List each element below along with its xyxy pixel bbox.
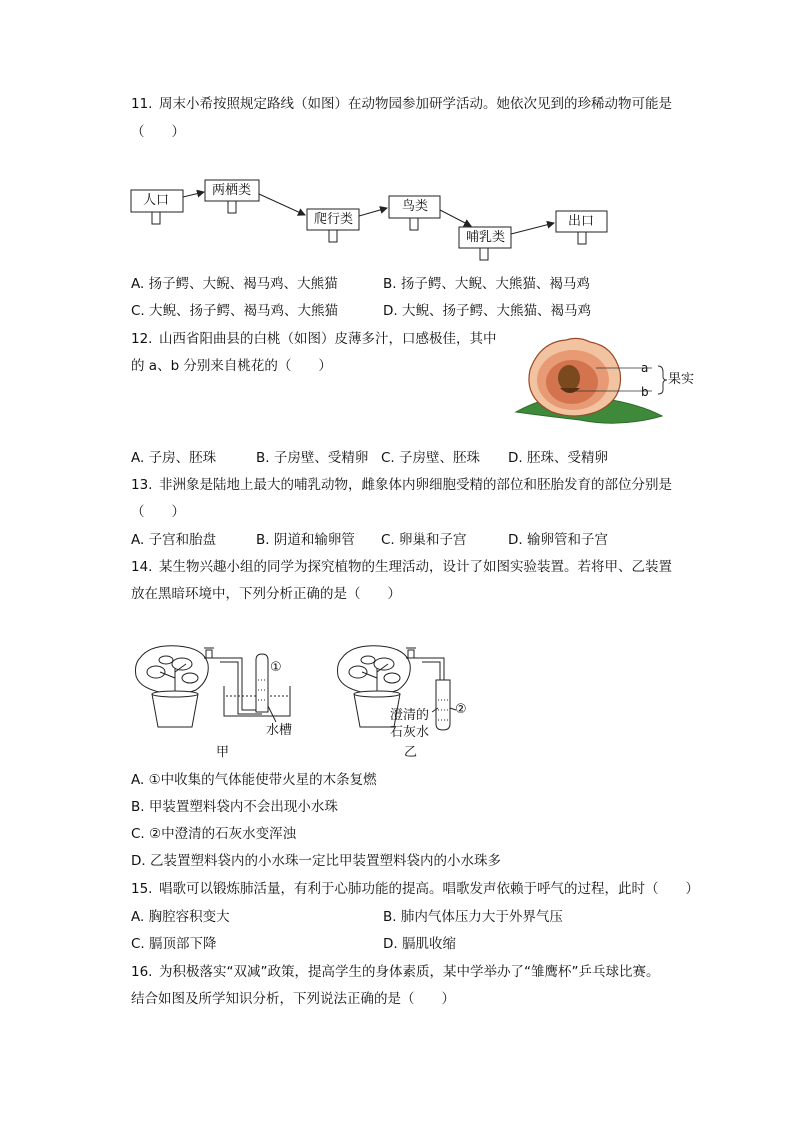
q12-option-c: C. 子房壁、胚珠 [381,450,481,466]
peach-label-b: b [641,385,649,399]
q16-stem [131,962,659,982]
q14-text-line2: 放在黑暗环境中，下列分析正确的是（ ） [131,586,401,602]
q11-blank: （ ） [131,124,185,140]
q14-option-a: A. ①中收集的气体能使带火星的木条复燃 [131,772,377,788]
q15-option-d: D. 膈肌收缩 [383,936,456,952]
peach-label-a: a [641,361,649,375]
q13-option-b: B. 阴道和输卵管 [256,532,355,548]
q14-option-d: D. 乙装置塑料袋内的小水珠一定比甲装置塑料袋内的小水珠多 [131,853,501,869]
route-label-reptiles: 爬行类 [314,212,354,227]
route-label-entrance: 人口 [143,193,170,208]
label-jia: 甲 [216,745,230,760]
q13-option-d: D. 输卵管和子宫 [508,532,608,548]
q12-number: 12. [131,331,153,347]
q13-option-a: A. 子宫和胎盘 [131,532,217,548]
q12-option-d: D. 胚珠、受精卵 [508,450,608,466]
route-label-mammals: 哺乳类 [466,230,506,245]
label-yi: 乙 [404,745,418,760]
q11-option-a: A. 扬子鳄、大鲵、褐马鸡、大熊猫 [131,276,338,292]
peach-label-fruit: 果实 [668,372,695,387]
q11-number: 11. [131,96,153,112]
route-label-birds: 鸟类 [402,199,429,214]
q11-option-b: B. 扬子鳄、大鲵、大熊猫、褐马鸡 [383,276,590,292]
label-limewater-line2: 石灰水 [390,725,430,740]
q12-text-line1: 山西省阳曲县的白桃（如图）皮薄多汁，口感极佳，其中 [159,331,497,347]
q14-option-b: B. 甲装置塑料袋内不会出现小水珠 [131,799,338,815]
label-water-trough: 水槽 [266,723,293,738]
label-circle-2: ② [455,702,467,717]
q11-text: 周末小希按照规定路线（如图）在动物园参加研学活动。她依次见到的珍稀动物可能是 [159,96,672,112]
q13-number: 13. [131,477,153,493]
q12-text-line2: 的 a、b 分别来自桃花的（ ） [131,358,332,374]
q14-option-c: C. ②中澄清的石灰水变浑浊 [131,826,297,842]
apparatus-jia [136,646,291,727]
q15-stem [131,879,699,899]
q13-option-c: C. 卵巢和子宫 [381,532,467,548]
q16-text-line2: 结合如图及所学知识分析，下列说法正确的是（ ） [131,991,455,1007]
q14-number: 14. [131,559,153,575]
route-label-exit: 出口 [568,214,595,229]
q15-number: 15. [131,881,153,897]
q14-text-line1: 某生物兴趣小组的同学为探究植物的生理活动，设计了如图实验装置。若将甲、乙装置 [159,559,672,575]
q15-text: 唱歌可以锻炼肺活量，有利于心肺功能的提高。唱歌发声依赖于呼气的过程，此时（ ） [159,881,699,897]
q15-option-a: A. 胸腔容积变大 [131,909,230,925]
q13-text: 非洲象是陆地上最大的哺乳动物，雌象体内卵细胞受精的部位和胚胎发育的部位分别是 [159,477,672,493]
q12-option-b: B. 子房壁、受精卵 [256,450,369,466]
q11-option-c: C. 大鲵、扬子鳄、褐马鸡、大熊猫 [131,303,339,319]
q16-text-line1: 为积极落实“双减”政策，提高学生的身体素质，某中学举办了“雏鹰杯”乒乓球比赛。 [159,964,660,980]
route-label-amphibians: 两栖类 [212,183,252,198]
q16-number: 16. [131,964,153,980]
q15-option-b: B. 肺内气体压力大于外界气压 [383,909,563,925]
q11-option-d: D. 大鲵、扬子鳄、大熊猫、褐马鸡 [383,303,591,319]
q15-option-c: C. 膈顶部下降 [131,936,217,952]
label-circle-1: ① [270,660,282,675]
q13-blank: （ ） [131,504,185,520]
q12-option-a: A. 子房、胚珠 [131,450,217,466]
label-limewater-line1: 澄清的 [390,708,430,723]
